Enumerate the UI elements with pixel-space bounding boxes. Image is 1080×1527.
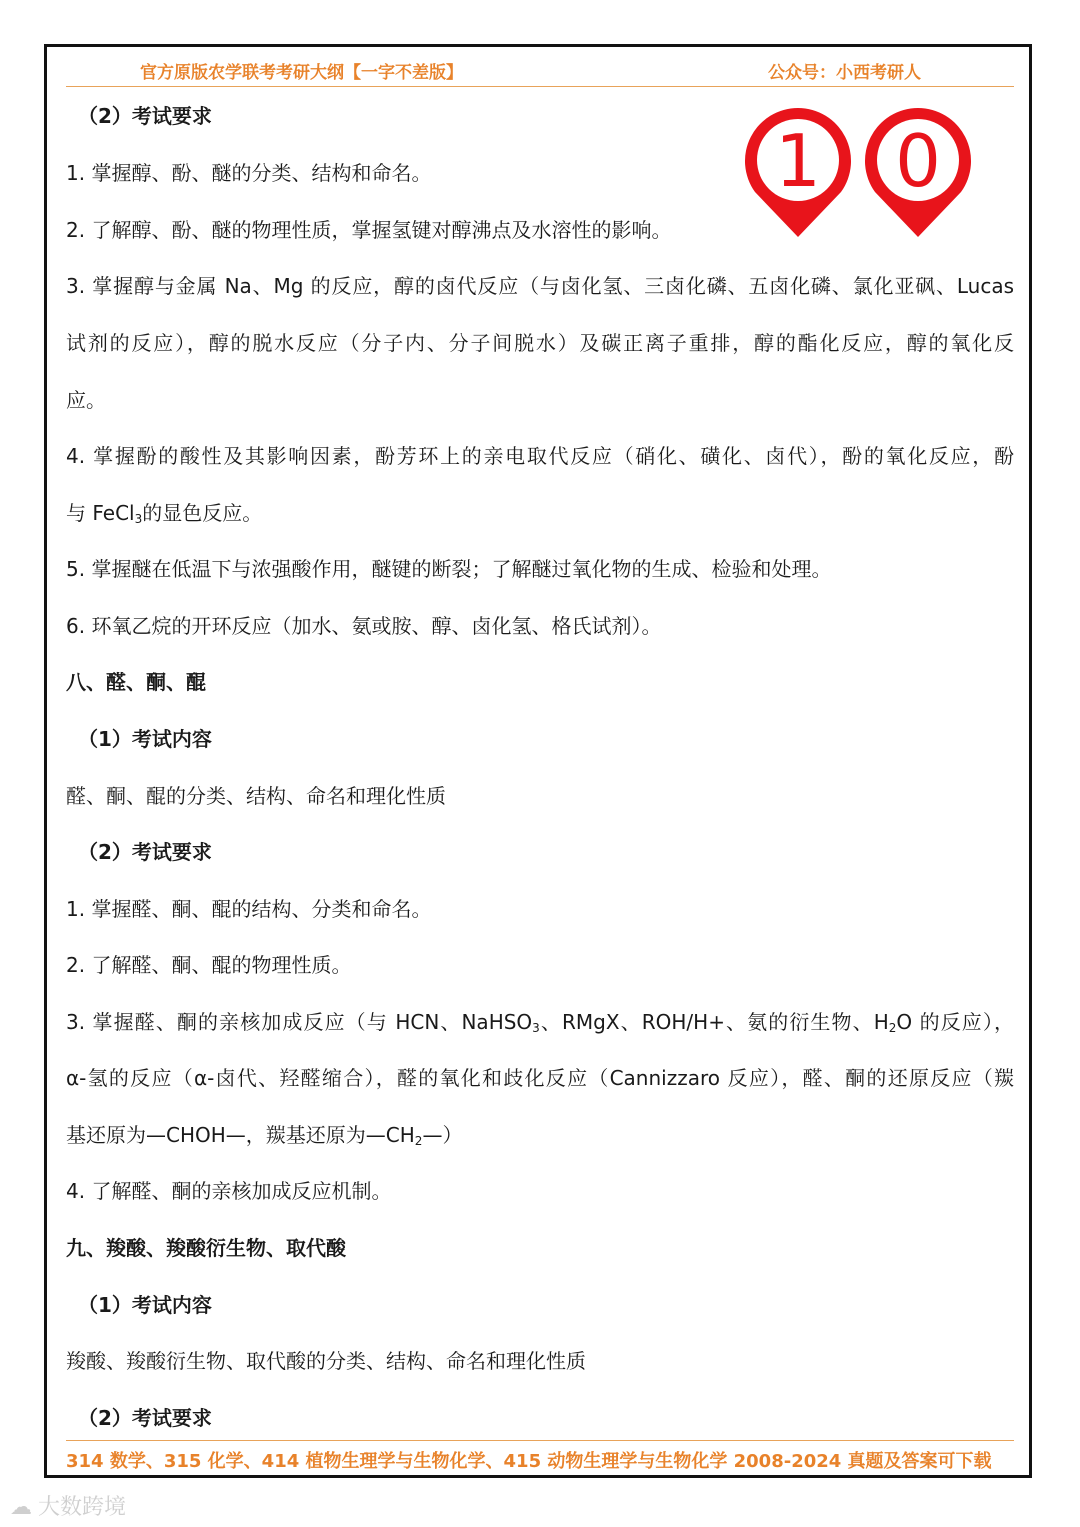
requirement-item-continued: 基还原为—CHOH—，羰基还原为$—CH_2—$） [66,1123,463,1148]
header-account: 公众号：小西考研人 [768,63,921,83]
badge-digit-1: 1 [775,119,821,203]
subsection-heading: （1）考试内容 [78,1293,212,1317]
section-heading: 八、醛、酮、醌 [66,670,206,694]
requirement-item-continued: 与 FeCl$_3$的显色反应。 [66,501,263,526]
content-text: 醛、酮、醌的分类、结构、命名和理化性质 [66,784,446,808]
requirement-item: 5. 掌握醚在低温下与浓强酸作用，醚键的断裂；了解醚过氧化物的生成、检验和处理。 [66,557,832,581]
requirement-item: 4. 了解醛、酮的亲核加成反应机制。 [66,1179,392,1203]
section-heading: 九、羧酸、羧酸衍生物、取代酸 [66,1236,346,1260]
badge-digit-2: 0 [895,119,941,203]
requirement-item: 3. 掌握醇与金属 Na、Mg 的反应，醇的卤代反应（与卤化氢、三卤化磷、五卤化磷、氯化亚砜、Lucas [66,274,1014,298]
requirement-item-continued: 应。 [66,388,106,412]
requirement-item: 1. 掌握醇、酚、醚的分类、结构和命名。 [66,161,432,185]
footer-text: 314 数学、315 化学、414 植物生理学与生物化学、415 动物生理学与生物化学 2008-2024 真题及答案可下载 [66,1451,992,1472]
page-footer [66,1440,1014,1475]
header-title: 官方原版农学联考考研大纲【一字不差版】 [140,63,463,83]
watermark [10,1490,126,1521]
requirement-item-continued: 试剂的反应），醇的脱水反应（分子内、分子间脱水）及碳正离子重排，醇的酯化反应，醇的氧化反 [66,331,1014,355]
content-text: 羧酸、羧酸衍生物、取代酸的分类、结构、命名和理化性质 [66,1349,586,1373]
subsection-heading: （1）考试内容 [78,727,212,751]
watermark-text: 大数跨境 [38,1495,127,1520]
requirement-item: 3. 掌握醛、酮的亲核加成反应（与 HCN、NaHSO$_3$、RMgX、ROH/H+、氨的衍生物、$H_2O$ 的反应）， [66,1010,1014,1035]
requirement-item: 2. 了解醛、酮、醌的物理性质。 [66,953,352,977]
subsection-heading: （2）考试要求 [78,840,212,864]
page-header [66,56,1014,87]
requirement-item-continued: α-氢的反应（α-卤代、羟醛缩合），醛的氧化和歧化反应（Cannizzaro 反应），醛、酮的还原反应（羰 [66,1066,1014,1090]
requirement-item: 6. 环氧乙烷的开环反应（加水、氨或胺、醇、卤化氢、格氏试剂）。 [66,614,662,638]
requirement-item: 1. 掌握醛、酮、醌的结构、分类和命名。 [66,897,432,921]
subsection-heading: （2）考试要求 [78,1406,212,1430]
page-border [44,44,1032,1478]
subsection-heading: （2）考试要求 [78,104,212,128]
requirement-item: 2. 了解醇、酚、醚的物理性质，掌握氢键对醇沸点及水溶性的影响。 [66,218,672,242]
requirement-item: 4. 掌握酚的酸性及其影响因素，酚芳环上的亲电取代反应（硝化、磺化、卤代），酚的氧化反应，酚 [66,444,1014,468]
watermark-logo-icon: ☁ [10,1495,32,1520]
